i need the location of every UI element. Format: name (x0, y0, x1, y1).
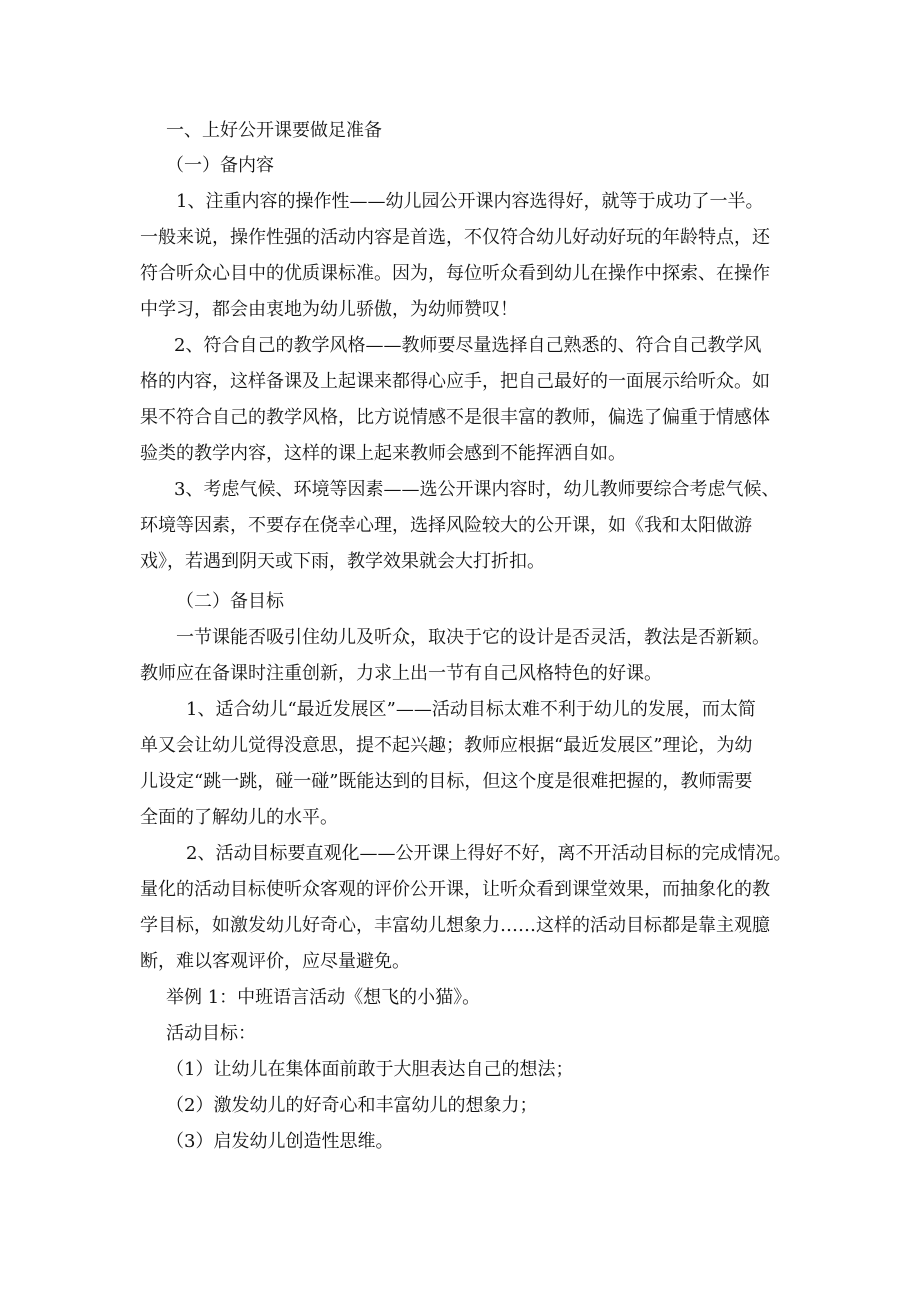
paragraph-line: 儿设定“跳一跳，碰一碰”既能达到的目标，但这个度是很难把握的，教师需要 (140, 771, 753, 792)
paragraph-line: 果不符合自己的教学风格，比方说情感不是很丰富的教师，偏选了偏重于情感体 (140, 407, 770, 428)
paragraph-line: 中学习，都会由衷地为幼儿骄傲，为幼师赞叹！ (140, 299, 518, 320)
paragraph-line: 断，难以客观评价，应尽量避免。 (140, 951, 410, 972)
example-heading: 举例 1：中班语言活动《想飞的小猫》。 (166, 987, 481, 1008)
paragraph-line: 格的内容，这样备课及上起课来都得心应手，把自己最好的一面展示给听众。如 (140, 371, 770, 392)
section-heading-1: 一、上好公开课要做足准备 (166, 120, 382, 141)
objective-item: （2）激发幼儿的好奇心和丰富幼儿的想象力； (166, 1095, 538, 1116)
paragraph-line: 3、考虑气候、环境等因素——选公开课内容时，幼儿教师要综合考虑气候、 (174, 479, 780, 500)
paragraph-line: 一节课能否吸引住幼儿及听众，取决于它的设计是否灵活，教法是否新颖。 (176, 627, 770, 648)
paragraph-line: 教师应在备课时注重创新，力求上出一节有自己风格特色的好课。 (140, 663, 662, 684)
paragraph-line: 1、注重内容的操作性——幼儿园公开课内容选得好，就等于成功了一半。 (176, 191, 764, 212)
subsection-heading-1: （一）备内容 (166, 155, 274, 176)
paragraph-line: 单又会让幼儿觉得没意思，提不起兴趣；教师应根据“最近发展区”理论，为幼 (140, 735, 753, 756)
objectives-label: 活动目标： (166, 1023, 256, 1044)
paragraph-line: 2、符合自己的教学风格——教师要尽量选择自己熟悉的、符合自己教学风 (174, 335, 762, 356)
paragraph-line: 戏》，若遇到阴天或下雨，教学效果就会大打折扣。 (140, 551, 545, 572)
paragraph-line: 1、适合幼儿“最近发展区”——活动目标太难不利于幼儿的发展，而太简 (186, 699, 756, 720)
paragraph-line: 全面的了解幼儿的水平。 (140, 807, 338, 828)
paragraph-line: 量化的活动目标使听众客观的评价公开课，让听众看到课堂效果，而抽象化的教 (140, 879, 770, 900)
paragraph-line: 符合听众心目中的优质课标准。因为，每位听众看到幼儿在操作中探索、在操作 (140, 263, 770, 284)
paragraph-line: 学目标，如激发幼儿好奇心，丰富幼儿想象力……这样的活动目标都是靠主观臆 (140, 915, 770, 936)
paragraph-line: 验类的教学内容，这样的课上起来教师会感到不能挥洒自如。 (140, 443, 626, 464)
subsection-heading-2: （二）备目标 (176, 591, 284, 612)
paragraph-line: 环境等因素，不要存在侥幸心理，选择风险较大的公开课，如《我和太阳做游 (140, 515, 752, 536)
paragraph-line: 一般来说，操作性强的活动内容是首选，不仅符合幼儿好动好玩的年龄特点，还 (140, 227, 770, 248)
objective-item: （1）让幼儿在集体面前敢于大胆表达自己的想法； (166, 1059, 574, 1080)
paragraph-line: 2、活动目标要直观化——公开课上得好不好，离不开活动目标的完成情况。 (186, 843, 792, 864)
objective-item: （3）启发幼儿创造性思维。 (166, 1131, 394, 1152)
